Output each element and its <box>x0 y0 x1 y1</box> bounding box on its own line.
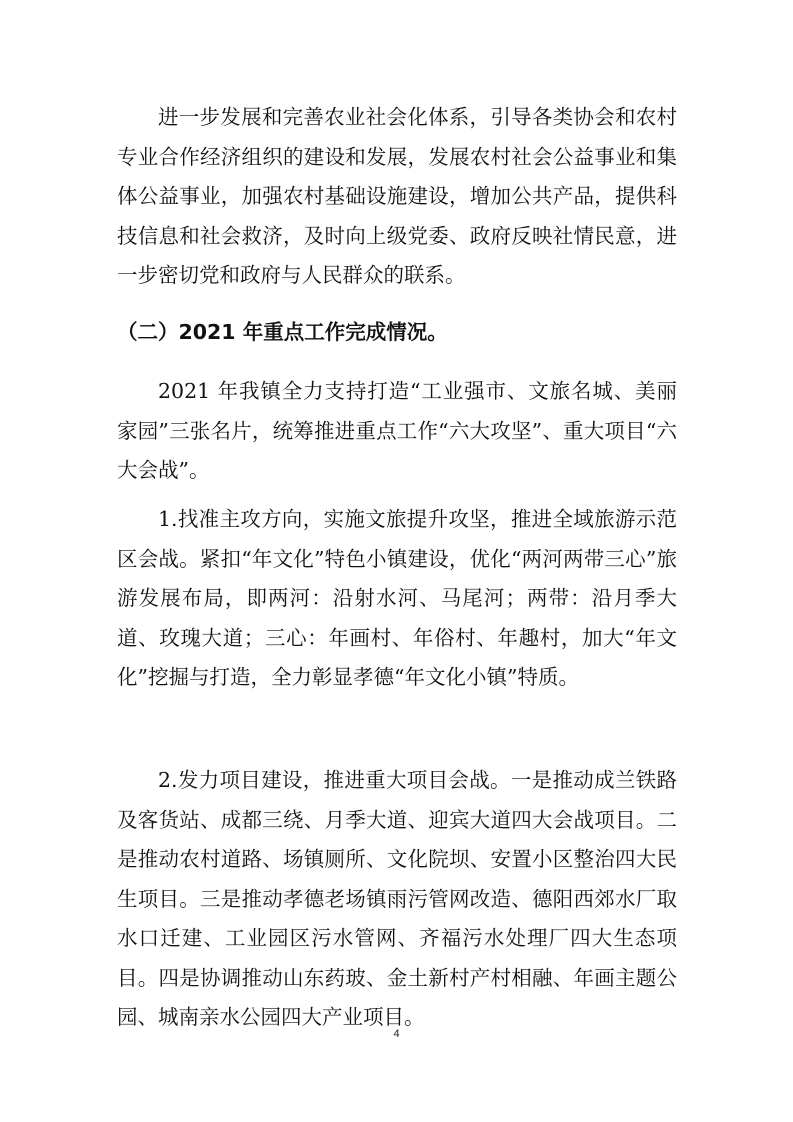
paragraph-3: 1.找准主攻方向，实施文旅提升攻坚，推进全域旅游示范区会战。紧扣“年文化”特色小镇建设，优化“两河两带三心”旅游发展布局，即两河：沿射水河、马尾河；两带：沿月季大道、玫瑰大道；三心：年画村、年俗村、年趣村，加大“年文化”挖掘与打造，全力彰显孝德“年文化小镇”特质。 <box>117 507 677 689</box>
body-section-1 <box>117 98 677 296</box>
body-section-2 <box>117 372 677 491</box>
paragraph-1: 进一步发展和完善农业社会化体系，引导各类协会和农村专业合作经济组织的建设和发展，发展农村社会公益事业和集体公益事业，加强农村基础设施建设，增加公共产品，提供科技信息和社会救济，及时向上级党委、政府反映社情民意，进一步密切党和政府与人民群众的联系。 <box>117 105 677 287</box>
body-section-3 <box>117 500 677 698</box>
body-section-4 <box>117 761 677 1038</box>
page-number: 4 <box>393 1028 400 1040</box>
paragraph-4: 2.发力项目建设，推进重大项目会战。一是推动成兰铁路及客货站、成都三绕、月季大道、迎宾大道四大会战项目。二是推动农村道路、场镇厕所、文化院坝、安置小区整治四大民生项目。三是推动孝德老场镇雨污管网改造、德阳西郊水厂取水口迁建、工业园区污水管网、齐福污水处理厂四大生态项目。四是协调推动山东药玻、金土新村产村相融、年画主题公园、城南亲水公园四大产业项目。 <box>117 768 677 1029</box>
paragraph-2: 2021 年我镇全力支持打造“工业强市、文旅名城、美丽家园”三张名片，统筹推进重点工作“六大攻坚”、重大项目“六大会战”。 <box>117 379 677 482</box>
section-heading: （二）2021 年重点工作完成情况。 <box>117 320 448 344</box>
